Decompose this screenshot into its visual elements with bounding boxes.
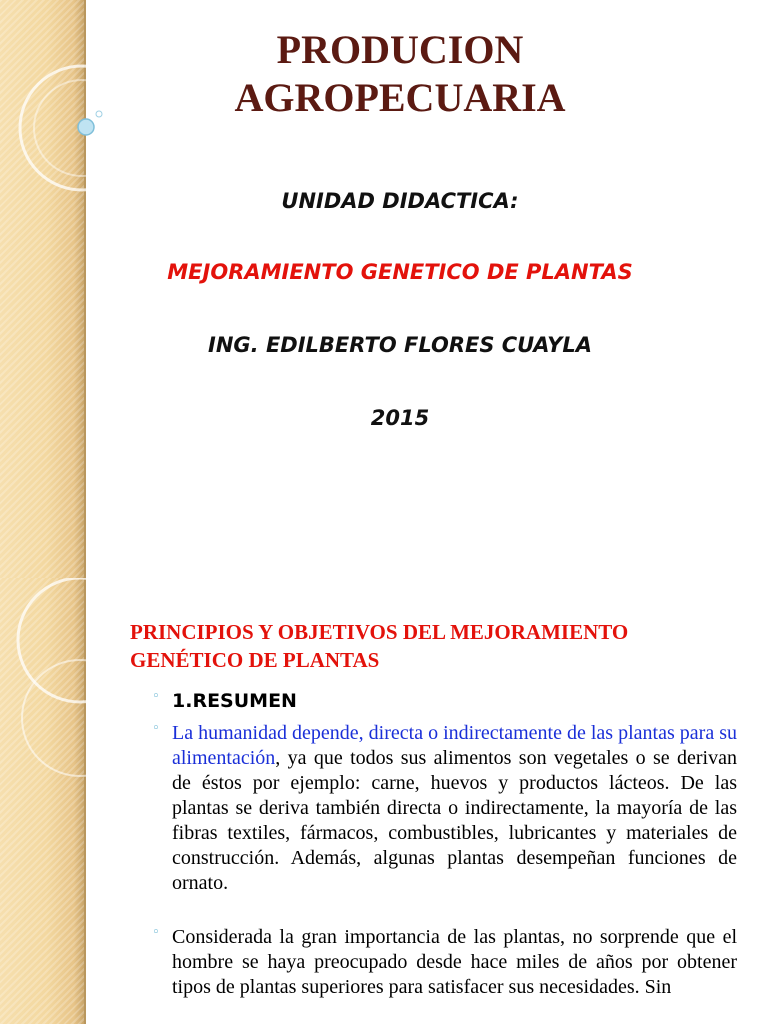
heading-line-2: GENÉTICO DE PLANTAS — [130, 648, 380, 672]
bullet-circle-icon: ◦ — [152, 925, 160, 940]
title-line-1: PRODUCION — [276, 27, 524, 72]
author-name: ING. EDILBERTO FLORES CUAYLA — [208, 333, 592, 357]
summary-heading: 1.RESUMEN — [172, 690, 297, 712]
paragraph-2: Considerada la gran importancia de las plantas, no sorprende que el hombre se haya preocupado desde hace miles de años por obtener tipos de plantas superiores para satisfacer sus necesidades. Sin — [172, 926, 737, 998]
paragraph-1-rest: , ya que todos sus alimentos son vegetales o se derivan de éstos por ejemplo: carne, huevos y productos lácteos. De las plantas se deriva también directa o indirectamente, la mayoría de las fibras textiles, fármacos, combustibles, lubricantes y materiales de construcción. Además, algunas plantas desempeñan funciones de ornato. — [172, 747, 737, 894]
heading-line-1: PRINCIPIOS Y OBJETIVOS DEL MEJORAMIENTO — [130, 620, 629, 644]
section-heading — [130, 618, 760, 674]
unit-name: MEJORAMIENTO GENETICO DE PLANTAS — [167, 260, 633, 284]
bullet-circle-icon: ◦ — [152, 721, 160, 736]
title-line-2: AGROPECUARIA — [234, 75, 566, 120]
page-title — [100, 26, 700, 122]
list-item — [152, 689, 737, 713]
year: 2015 — [370, 406, 430, 430]
list-item — [152, 925, 737, 1000]
paragraph-1 — [172, 721, 737, 896]
list-item — [152, 721, 737, 896]
unit-label: UNIDAD DIDACTICA: — [281, 189, 519, 213]
swirl-ornament-icon — [0, 578, 120, 778]
content-slide — [0, 578, 768, 1024]
paragraph-1-highlight: La humanidad depende, directa o indirectamente de las plantas para su alimentación — [172, 722, 737, 769]
bullet-circle-icon: ◦ — [152, 689, 160, 704]
